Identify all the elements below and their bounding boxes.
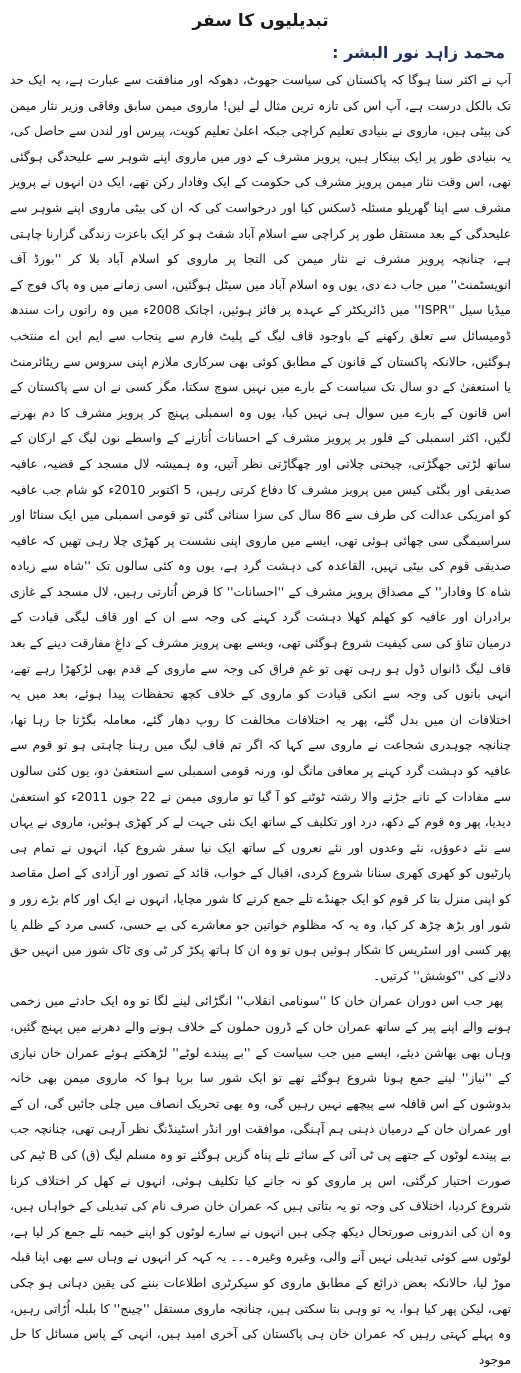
article-author: محمد زاہد نور البشر :	[332, 43, 505, 62]
article-body	[10, 68, 511, 1373]
article-paragraph-1: آپ نے اکثر سنا ہوگا کہ پاکستان کی سیاست جھوٹ، دھوکہ اور منافقت سے عبارت ہے، یہ ایک حد تک بالکل درست ہے، آپ اس کی تازہ ترین مثال لے لیں! ماروی میمن سابق وفاقی وزیر نثار میمن کی بیٹی ہیں، ماروی نے بنیادی تعلیم کراچی جبکہ اعلیٰ تعلیم کویت، پیرس اور لندن سے حاصل کی، یہ بنیادی طور پر ایک بینکار ہیں، پرویز مشرف کے دور میں ماروی اپنے شوہر سے علیحدگی ہوگئی تھی، اس وقت نثار میمن پرویز مشرف کی حکومت کے ایک وفادار رکن تھے، ایک دن انہوں نے پرویز مشرف سے اپنا گھریلو مسئلہ ڈسکس کیا اور درخواست کی کہ ان کی بیٹی ماروی اپنے شوہر سے علیحدگی کے بعد مستقل طور پر کراچی سے اسلام آباد شفٹ ہو کر ایک باعزت زندگی گزارنا چاہتی ہے، چنانچہ پرویز مشرف نے نثار میمن کی التجا پر ماروی کو اسلام آباد بلا کر ''بورڈ آف انویسٹمنٹ'' میں جاب دے دی، یوں وہ اسلام آباد میں سیٹل ہوگئیں، اسی زمانے میں وہ پاک فوج کے میڈیا سیل ''ISPR'' میں ڈائریکٹر کے عہدہ پر فائز ہوئیں، اچانک 2008ء میں وہ راتوں رات سندھ ڈومیسائل سے تعلق رکھنے کے باوجود قاف لیگ کے پلیٹ فارم سے پنجاب سے ایم این اے منتخب ہوگئیں، حالانکہ پاکستان کے قانون کے مطابق کوئی بھی سرکاری ملازم اپنی سروس سے ریٹائرمنٹ یا استعفیٰ کے دو سال تک سیاست کے بارے میں نہیں سوچ سکتا، مگر کسی نے ان سے پاکستان کے اس قانون کے بارے میں سوال ہی نہیں کیا، یوں وہ اسمبلی پہنچ کر پرویز مشرف کا دم بھرنے لگیں، اکثر اسمبلی کے فلور پر پرویز مشرف کے احسانات اُتارنے کے واسطے نون لیگ کے ارکان کے ساتھ لڑتی جھگڑتی، چیختی چلاتی اور چھگاڑتی نظر آتیں، وہ ہمیشہ لال مسجد کے قضیہ، عافیہ صدیقی اور بگٹی کیس میں پرویز مشرف کا دفاع کرتی رہیں، 5 اکتوبر 2010ء کو شام جب عافیہ کو امریکی عدالت کی طرف سے 86 سال کی سزا سنائی گئی تو قومی اسمبلی میں ایک سناٹا اور سراسیمگی سی چھائی ہوئی تھی، ایسے میں ماروی اپنی نشست پر کھڑی چلا رہی تھیں کہ عافیہ صدیقی قوم کی بیٹی نہیں، القاعدہ کی دہشت گرد ہے، یوں وہ کئی سالوں تک ''شاہ سے زیادہ شاہ کا وفادار'' کے مصداق پرویز مشرف کے ''احسانات'' کا قرض اُتارتی رہیں، لال مسجد کے غازی برادران اور عافیہ کو کھلم کھلا دہشت گرد کہنے کی وجہ سے ان کے اور قاف لیگی قیادت کے درمیان تناؤ کی سی کیفیت شروع ہوگئی تھی، ویسے بھی پرویز مشرف کے داغِ مفارقت دینے کے بعد قاف لیگ ڈانواں ڈول ہو رہی تھی تو غمِ فراق کی وجہ سے ماروی کے قدم بھی لڑکھڑا رہے تھے، انہی باتوں کی وجہ سے انکی قیادت کو ماروی کے خلاف کچھ تحفظات پیدا ہوئے، بعد میں یہ اختلافات ان میں بدل گئے، پھر یہ اختلافات مخالفت کا روپ دھار گئے، معاملہ بگڑتا جا رہا تھا، چنانچہ چوہدری شجاعت نے ماروی سے کہا کہ اگر تم قاف لیگ میں رہنا چاہتی ہو تو قوم سے عافیہ کو دہشت گرد کہنے پر معافی مانگ لو، ورنہ قومی اسمبلی سے استعفیٰ دو، یوں کئی سالوں سے مفادات کے تانے جڑنے والا رشتہ ٹوٹنے کو آ گیا تو ماروی میمن نے 22 جون 2011ء کو استعفیٰ دیدیا، پھر وہ قوم کے دکھ، درد اور تکلیف کے ساتھ ایک نئی جہت لے کر کھڑی ہوئیں، ماروی نے یہاں سے نئے دعوؤں، نئے وعدوں اور نئے نعروں کے ساتھ ایک نیا سفر شروع کیا، انہوں نے تمام ہی پارٹیوں کو کھری کھری سنانا شروع کردی، اقبال کے خواب، قائد کے تصور اور آزادی کے اصل مقاصد کو اپنی منزل بتا کر قوم کو ایک جھنڈے تلے جمع کرنے کا شور مچایا، انہوں نے ایک اور کام بڑے زور و شور اور بڑھ چڑھ کر کیا، وہ یہ کہ مظلوم خواتین جو معاشرے کی بے حسی، کسی مرد کے ظلم یا پھر کسی اور اسٹریس کا شکار ہوئیں ہوں تو وہ ان کا ہاتھ پکڑ کر ٹی وی ٹاک شوز میں انہیں حق دلانے کی ''کوشش'' کرتیں۔	[10, 73, 512, 983]
article-title: تبدیلیوں کا سفر	[192, 11, 329, 31]
article-paragraph-2: پھر جب اس دوران عمران خان کا ''سونامی انقلاب'' انگڑائی لینے لگا تو وہ ایک حادثے میں زخمی ہونے والے اپنے پیر کے ساتھ عمران خان کے ڈرون حملوں کے خلاف ہونے والے دھرنے میں پہنچ گئیں، وہاں بھی بھاشن دیئے، ایسے میں جب سیاست کے ''بے پیندے لوٹے'' لڑھکتے ہوئے عمران خان نیازی کے ''نیاز'' لینے جمع ہونا شروع ہوگئے تھے تو ایک شور سا برپا ہوا کہ ماروی میمن بھی خانہ بدوشوں کے اس قافلہ سے پیچھے نہیں رہیں گی، وہ بھی تحریک انصاف میں چلی جائیں گی، ان کے اور عمران خان کے درمیان ذہنی ہم آہنگی، موافقت اور انڈر اسٹینڈنگ نظر آرہی تھی، چنانچہ جب بے پیندے لوٹوں کے جتھے پی ٹی آئی کے سائے تلے پناہ گزیں ہوگئے تو وہ مسلم لیگ (ق) کی B ٹیم کی صورت اختیار کرگئی، اس پر ماروی کو نہ جانے کیا تکلیف ہوئی، انہوں نے کھل کر اختلاف کرنا شروع کردیا، اختلاف کی وجہ تو یہ بتاتی ہیں کہ عمران خان صرف نام کی تبدیلی کے خواہاں ہیں، وہ ان کی اندرونی صورتحال دیکھ چکی ہیں انہوں نے سارے لوٹوں کو اپنے خیمہ تلے جمع کر لیا ہے، لوٹوں سے کوئی تبدیلی نہیں آنے والی، وغیرہ وغیرہ۔۔۔ یہ کہہ کر انہوں نے وہاں سے بھی اپنا قبلہ موڑ لیا، حالانکہ بعض ذرائع کے مطابق ماروی کو سیکرٹری اطلاعات بننے کی یقین دہانی ہو چکی تھی، لیکن پھر کیا ہوا، یہ تو وہی بتا سکتی ہیں، چنانچہ ماروی مستقل ''چینج'' کا بلبلہ اُڑاتی رہیں، وہ پہلے کہتی رہیں کہ عمران خان ہی پاکستان کی آخری امید ہیں، انہی کے پاس مسائل کا حل موجود	[10, 994, 511, 1367]
